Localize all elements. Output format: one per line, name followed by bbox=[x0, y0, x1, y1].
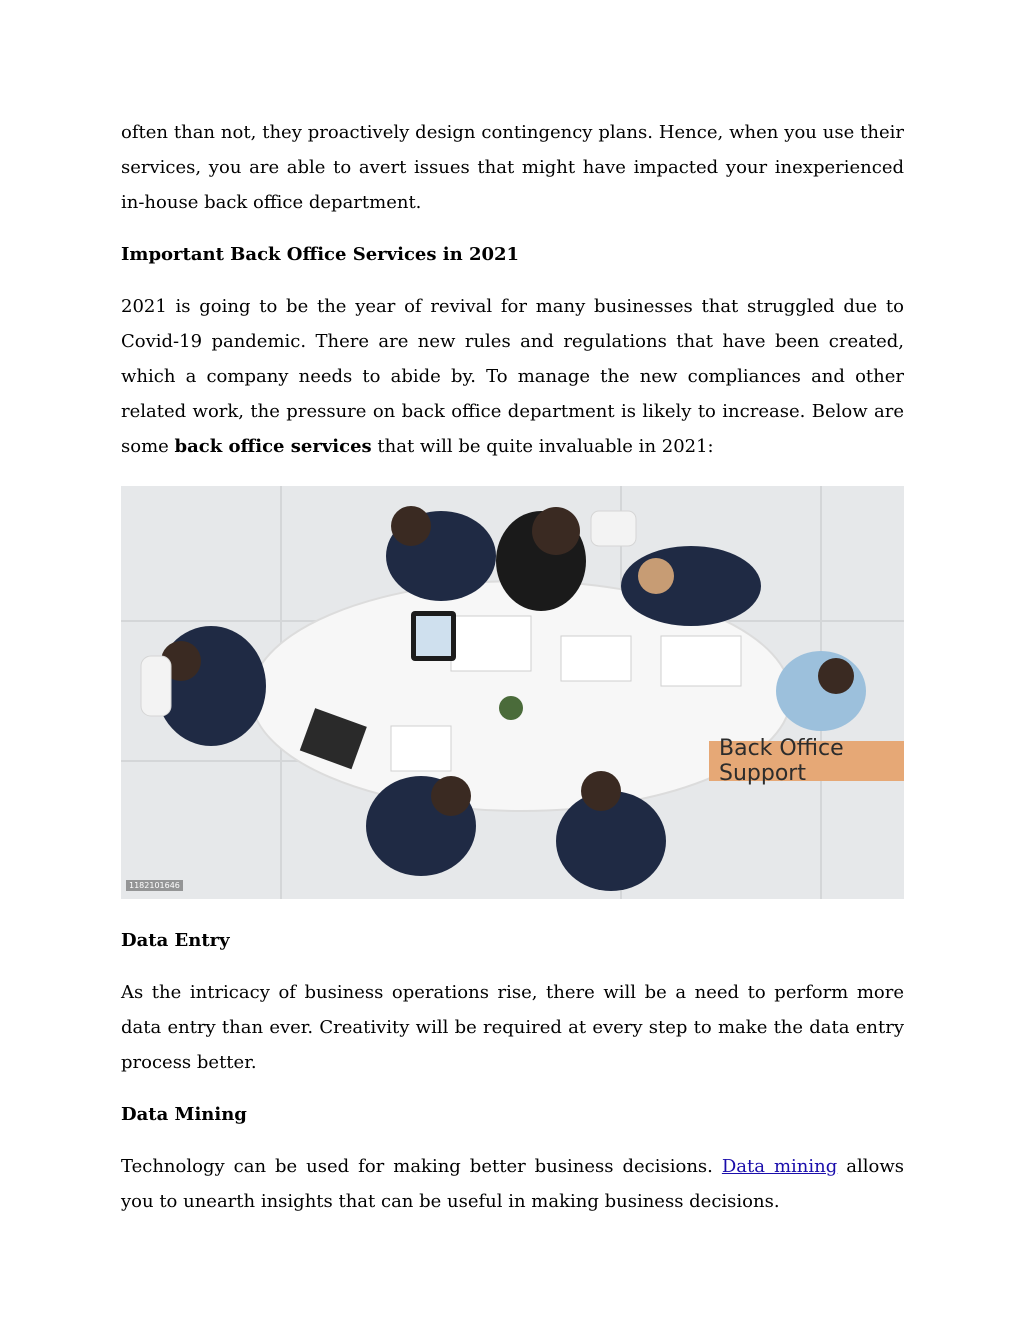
data-mining-text-end: allows you to unearth insights that can be useful in making business decisions. bbox=[121, 1156, 904, 1212]
stock-photo-id: 1182101646 bbox=[126, 880, 183, 891]
bold-phrase: back office services bbox=[174, 436, 372, 457]
heading-data-mining: Data Mining bbox=[121, 1104, 247, 1125]
paragraph-data-entry: As the intricacy of business operations rise, there will be a need to perform more data entry than ever. Creativity will be required at every step to make the data entry process better. bbox=[121, 982, 904, 1073]
meeting-photo bbox=[121, 486, 904, 899]
paragraph-text-start: 2021 is going to be the year of revival for many businesses that struggled due to Covid-19 pandemic. There are new rules and regulations that have been created, which a company needs to abide by. To manage the new compliances and other related work, the pressure on back office department is likely to increase. Below are some bbox=[121, 296, 904, 457]
heading-data-entry: Data Entry bbox=[121, 930, 230, 951]
meeting-illustration bbox=[121, 486, 904, 899]
overlay-caption: Back Office Support bbox=[709, 741, 904, 781]
intro-paragraph: often than not, they proactively design contingency plans. Hence, when you use their services, you are able to avert issues that might have impacted your inexperienced in-house back office department. bbox=[121, 122, 904, 213]
paragraph-data-mining bbox=[121, 1149, 904, 1219]
section-heading-important-services: Important Back Office Services in 2021 bbox=[121, 244, 520, 265]
document-page bbox=[121, 115, 904, 1219]
data-mining-text-start: Technology can be used for making better business decisions. bbox=[121, 1156, 722, 1177]
paragraph-text-end: that will be quite invaluable in 2021: bbox=[371, 436, 714, 457]
data-mining-link[interactable]: Data mining bbox=[721, 1156, 838, 1177]
section-paragraph bbox=[121, 289, 904, 464]
